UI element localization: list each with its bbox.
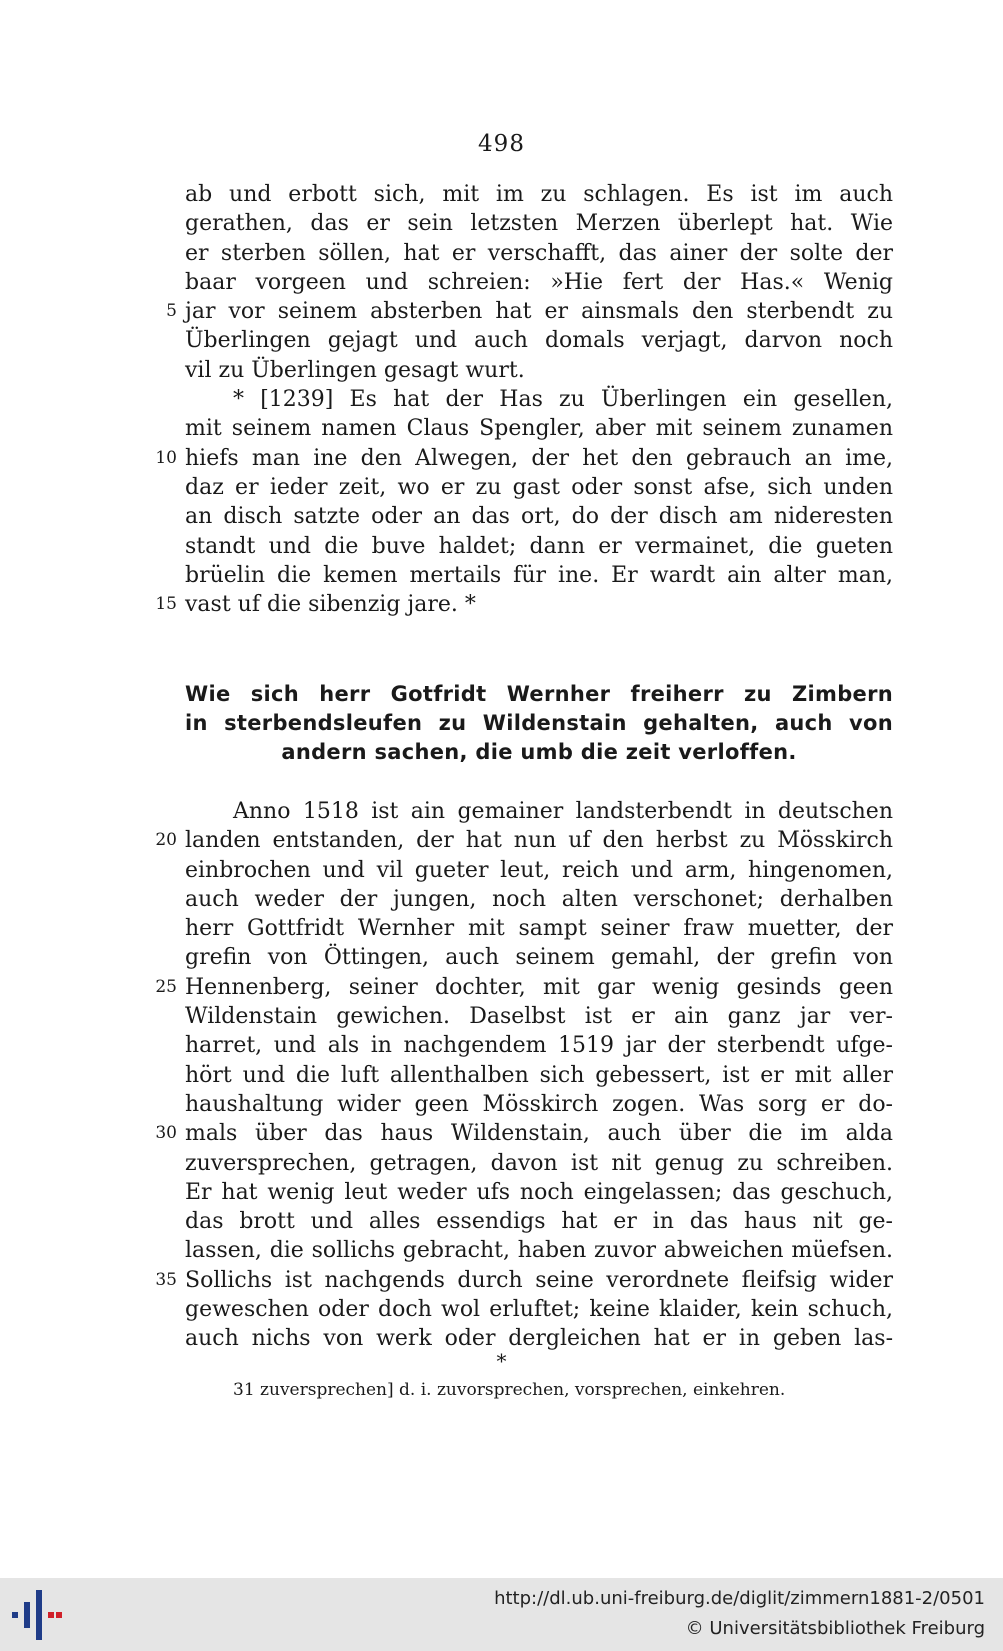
heading-line: in sterbendsleufen zu Wildenstain gehalten, auch von [185,711,893,735]
heading-line: Wie sich herr Gotfridt Wernher freiherr zu Zimbern [185,682,893,706]
line-text: vil zu Überlingen gesagt wurt. [185,357,525,383]
text-line [185,1207,893,1236]
text-line [185,268,893,297]
line-text: auch weder der jungen, noch alten verschonet; derhalben [185,886,893,912]
text-line [185,885,893,914]
text-line [155,444,893,473]
text-line [185,1236,893,1265]
text-line [155,590,893,619]
text-line [155,973,893,1002]
text-line [185,1090,893,1119]
line-text: lassen, die sollichs gebracht, haben zuvor abweichen müefsen. [185,1238,893,1264]
text-line [185,561,893,590]
line-text: Er hat wenig leut weder ufs noch eingelassen; das geschuch, [185,1179,893,1205]
line-text: gerathen, das er sein letzsten Merzen überlept hat. Wie [185,211,893,237]
text-line [185,326,893,355]
text-line [185,356,893,385]
text-line [185,1178,893,1207]
text-line [185,914,893,943]
line-number: 15 [155,594,177,615]
text-line [185,239,893,268]
line-text: Hennenberg, seiner dochter, mit gar wenig gesinds geen [185,974,893,1000]
line-text: landen entstanden, der hat nun uf den herbst zu Mösskirch [185,828,893,854]
text-line [185,385,893,414]
text-line [185,1002,893,1031]
text-line [185,473,893,502]
line-text: baar vorgeen und schreien: »Hie fert der Has.« Wenig [185,269,893,295]
line-number: 35 [155,1269,177,1290]
text-line [155,826,893,855]
text-line [185,1149,893,1178]
ub-freiburg-logo-icon [6,1584,66,1646]
source-url-link[interactable]: http://dl.ub.uni-freiburg.de/diglit/zimmern1881-2/0501 [494,1588,985,1609]
line-text: Sollichs ist nachgends durch seine verordnete fleifsig wider [185,1267,893,1293]
chapter-heading [185,680,893,767]
footnote: 31 zuversprechen] d. i. zuvorsprechen, vorsprechen, einkehren. [233,1380,786,1400]
text-line [166,297,893,326]
line-text: hiefs man ine den Alwegen, der het den gebrauch an ime, [185,445,893,471]
text-block-main [155,797,893,1354]
line-text: harret, und als in nachgendem 1519 jar der sterbendt ufge- [185,1033,893,1059]
line-text: ab und erbott sich, mit im zu schlagen. Es ist im auch [185,182,893,207]
line-text: mals über das haus Wildenstain, auch über die im alda [185,1121,893,1147]
text-line [185,943,893,972]
signature-mark: * [496,1349,507,1373]
text-line [185,856,893,885]
line-text: auch nichs von werk oder dergleichen hat er in geben las- [185,1326,893,1352]
text-line [185,209,893,238]
line-text: herr Gottfridt Wernher mit sampt seiner fraw muetter, der [185,916,893,942]
heading-line: andern sachen, die umb die zeit verloffen. [281,740,797,764]
line-text: Anno 1518 ist ain gemainer landsterbendt in deutschen [233,799,893,824]
text-line [185,1061,893,1090]
line-number: 25 [155,976,177,997]
line-text: er sterben söllen, hat er verschafft, das ainer der solte der [185,240,893,266]
text-line [185,532,893,561]
line-text: Überlingen gejagt und auch domals verjagt, darvon noch [185,328,893,354]
line-number: 10 [155,447,177,468]
text-line [185,1295,893,1324]
text-block-top [155,180,893,619]
text-line [185,797,893,826]
text-line [185,1031,893,1060]
line-text: mit seinem namen Claus Spengler, aber mit seinem zunamen [185,416,893,442]
line-text: jar vor seinem absterben hat er ainsmals den sterbendt zu [185,299,893,325]
footer-bar [0,1578,1003,1651]
line-text: * [1239] Es hat der Has zu Überlingen ein gesellen, [233,387,893,413]
text-line [185,502,893,531]
text-line [155,1119,893,1148]
line-text: hört und die luft allenthalben sich gebessert, ist er mit aller [185,1062,893,1088]
line-text: das brott und alles essendigs hat er in das haus nit ge- [185,1209,893,1235]
text-line [155,1266,893,1295]
line-text: an disch satzte oder an das ort, do der disch am nideresten [185,504,893,530]
line-text: einbrochen und vil gueter leut, reich und arm, hingenomen, [185,857,893,883]
text-line [185,414,893,443]
line-text: vast uf die sibenzig jare. * [185,592,476,618]
line-number: 5 [166,301,177,322]
text-line [185,180,893,209]
line-text: haushaltung wider geen Mösskirch zogen. Was sorg er do- [185,1091,893,1117]
line-text: brüelin die kemen mertails für ine. Er wardt ain alter man, [185,562,893,588]
line-number: 20 [155,830,177,851]
line-text: daz er ieder zeit, wo er zu gast oder sonst afse, sich unden [185,474,893,500]
line-text: geweschen oder doch wol erluftet; keine klaider, kein schuch, [185,1297,893,1323]
line-text: zuversprechen, getragen, davon ist nit genug zu schreiben. [185,1150,893,1176]
line-text: standt und die buve haldet; dann er vermainet, die gueten [185,533,893,559]
line-number: 30 [155,1123,177,1144]
line-text: grefin von Öttingen, auch seinem gemahl, der grefin von [185,945,893,971]
copyright-notice: © Universitätsbibliothek Freiburg [685,1618,985,1639]
line-text: Wildenstain gewichen. Daselbst ist er ain ganz jar ver- [185,1004,893,1030]
page-number: 498 [478,131,525,157]
